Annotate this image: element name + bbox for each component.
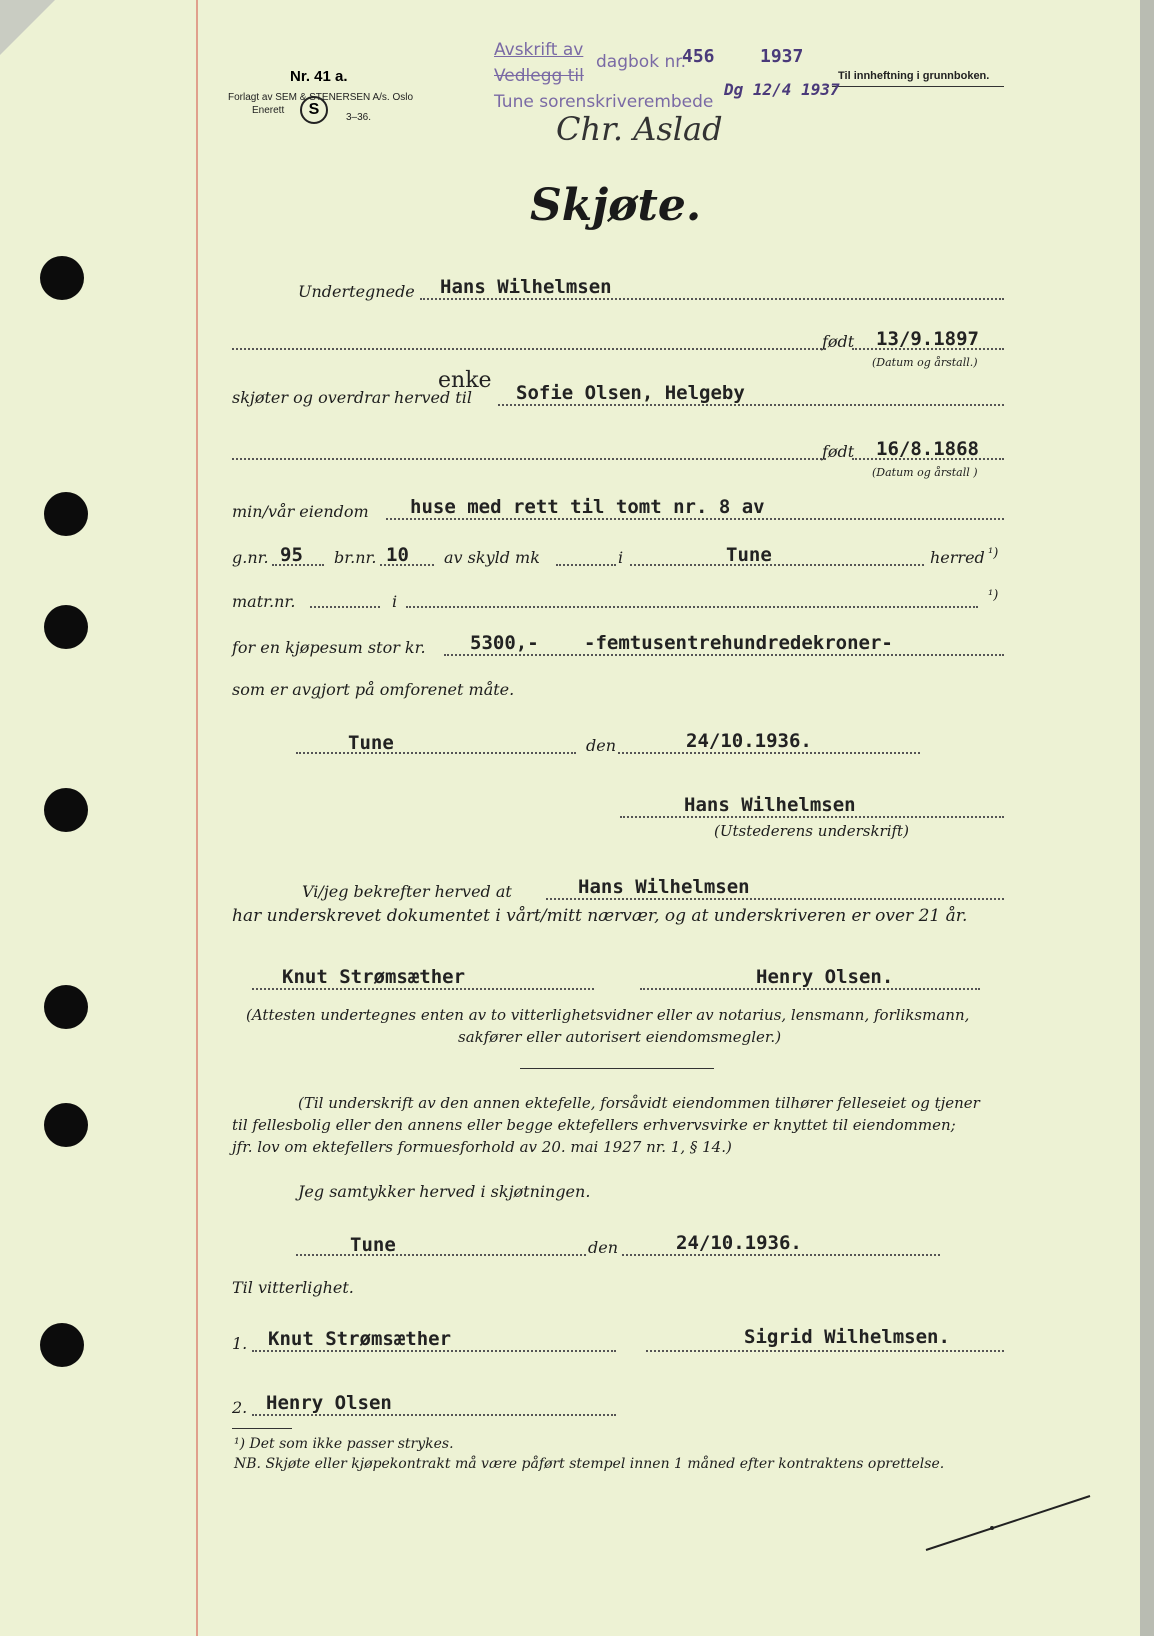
signing-date: 24/10.1936. bbox=[686, 730, 812, 752]
property-label: min/vår eiendom bbox=[232, 502, 369, 521]
stamp-number: 456 bbox=[682, 46, 715, 67]
price-amount: 5300,- bbox=[470, 632, 539, 654]
matr-footnote-mark: ¹) bbox=[988, 588, 999, 603]
stamp-dagbok: dagbok nr. bbox=[596, 52, 687, 72]
punch-hole bbox=[40, 256, 84, 300]
brnr-label: br.nr. bbox=[334, 548, 377, 567]
publisher-enerett: Enerett bbox=[252, 105, 285, 116]
price-label: for en kjøpesum stor kr. bbox=[232, 638, 426, 657]
punch-hole bbox=[44, 1103, 88, 1147]
spouse-note-3: jfr. lov om ektefellers formuesforhold av 20. mai 1927 nr. 1, § 14.) bbox=[232, 1138, 732, 1156]
matr-i-label: i bbox=[392, 592, 398, 611]
grantor-name: Hans Wilhelmsen bbox=[440, 276, 612, 298]
punch-hole bbox=[44, 492, 88, 536]
matr-label: matr.nr. bbox=[232, 592, 296, 611]
recipient-born-label: født bbox=[822, 442, 855, 461]
stamp-vedlegg: Vedlegg til bbox=[494, 66, 584, 86]
folded-corner bbox=[0, 0, 55, 55]
stamp-avskrift: Avskrift av bbox=[494, 40, 584, 60]
pen-stroke-mark bbox=[920, 1488, 1100, 1558]
attest-note-2: sakfører eller autorisert eiendomsmegler.) bbox=[458, 1028, 782, 1046]
spouse-den-label: den bbox=[588, 1238, 619, 1257]
spouse-signing-place: Tune bbox=[350, 1234, 396, 1256]
price-words: -femtusentrehundredekroner- bbox=[584, 632, 893, 654]
signing-den-label: den bbox=[586, 736, 617, 755]
witness-2: Henry Olsen. bbox=[756, 966, 894, 988]
transfer-label: skjøter og overdrar herved til bbox=[232, 388, 472, 407]
publisher-logo: S bbox=[300, 96, 328, 124]
punch-hole bbox=[40, 1323, 84, 1367]
grunnbok-rule bbox=[832, 86, 1004, 87]
recipient-name: Sofie Olsen, Helgeby bbox=[516, 382, 745, 404]
property-description: huse med rett til tomt nr. 8 av bbox=[410, 496, 765, 518]
grantor-label: Undertegnede bbox=[298, 282, 415, 301]
spouse-signature: Sigrid Wilhelmsen. bbox=[744, 1326, 950, 1348]
punch-hole bbox=[44, 788, 88, 832]
document-title: Skjøte. bbox=[530, 180, 702, 231]
grantor-signature: Hans Wilhelmsen bbox=[684, 794, 856, 816]
stamp-office: Tune sorenskriverembede bbox=[494, 92, 714, 112]
punch-hole bbox=[44, 985, 88, 1029]
recipient-born-date: 16/8.1868 bbox=[876, 438, 979, 460]
punch-hole bbox=[44, 605, 88, 649]
witness-label: Til vitterlighet. bbox=[232, 1278, 354, 1297]
transfer-insert: enke bbox=[438, 368, 492, 393]
spouse-signing-date: 24/10.1936. bbox=[676, 1232, 802, 1254]
footnote-rule bbox=[232, 1428, 292, 1429]
attest-label: Vi/jeg bekrefter herved at bbox=[302, 882, 512, 901]
herred-footnote-mark: ¹) bbox=[988, 546, 999, 561]
stamp-year: 1937 bbox=[760, 46, 804, 67]
gnr-label: g.nr. bbox=[232, 548, 269, 567]
spouse-witness-1: Knut Strømsæther bbox=[268, 1328, 452, 1350]
herred-value: Tune bbox=[726, 544, 772, 566]
section-divider bbox=[520, 1068, 714, 1069]
form-number: Nr. 41 a. bbox=[290, 68, 348, 85]
stamp-date: Dg 12/4 1937 bbox=[724, 80, 840, 99]
spouse-consent: Jeg samtykker herved i skjøtningen. bbox=[298, 1182, 591, 1201]
spouse-note-2: til fellesbolig eller den annens eller begge ektefellers erhvervsvirke er knyttet til eiendommen; bbox=[232, 1116, 956, 1134]
recipient-date-note: (Datum og årstall ) bbox=[872, 466, 978, 479]
skyld-label: av skyld mk bbox=[444, 548, 540, 567]
skyld-i-label: i bbox=[618, 548, 624, 567]
attest-name: Hans Wilhelmsen bbox=[578, 876, 750, 898]
spouse-note-1: (Til underskrift av den annen ektefelle, forsåvidt eiendommen tilhører felleseiet og tjener bbox=[298, 1094, 980, 1112]
herred-label: herred bbox=[930, 548, 985, 567]
gnr-value: 95 bbox=[280, 544, 303, 566]
grunnbok-note: Til innheftning i grunnboken. bbox=[838, 70, 990, 82]
signing-place: Tune bbox=[348, 732, 394, 754]
spouse-witness-2: Henry Olsen bbox=[266, 1392, 392, 1414]
grantor-signature-caption: (Utstederens underskrift) bbox=[714, 822, 909, 840]
grantor-date-note: (Datum og årstall.) bbox=[872, 356, 978, 369]
witness-row-2-number: 2. bbox=[232, 1398, 248, 1417]
witness-1: Knut Strømsæther bbox=[282, 966, 466, 988]
nb-note: NB. Skjøte eller kjøpekontrakt må være påført stempel innen 1 måned efter kontraktens oprettelse. bbox=[234, 1456, 945, 1472]
price-settled: som er avgjort på omforenet måte. bbox=[232, 680, 515, 699]
publisher-line: Forlagt av SEM & STENERSEN A/s. Oslo bbox=[228, 92, 414, 103]
margin-line bbox=[196, 0, 198, 1636]
brnr-value: 10 bbox=[386, 544, 409, 566]
witness-row-1-number: 1. bbox=[232, 1334, 248, 1353]
footnote: ¹) Det som ikke passer strykes. bbox=[234, 1436, 454, 1452]
stamp-signature: Chr. Aslad bbox=[556, 110, 723, 148]
grantor-born-label: født bbox=[822, 332, 855, 351]
publisher-code: 3–36. bbox=[346, 112, 372, 123]
attest-statement: har underskrevet dokumentet i vårt/mitt nærvær, og at underskriveren er over 21 år. bbox=[232, 906, 968, 926]
attest-note-1: (Attesten undertegnes enten av to vitterlighetsvidner eller av notarius, lensmann, forliksmann, bbox=[246, 1006, 970, 1024]
grantor-born-date: 13/9.1897 bbox=[876, 328, 979, 350]
